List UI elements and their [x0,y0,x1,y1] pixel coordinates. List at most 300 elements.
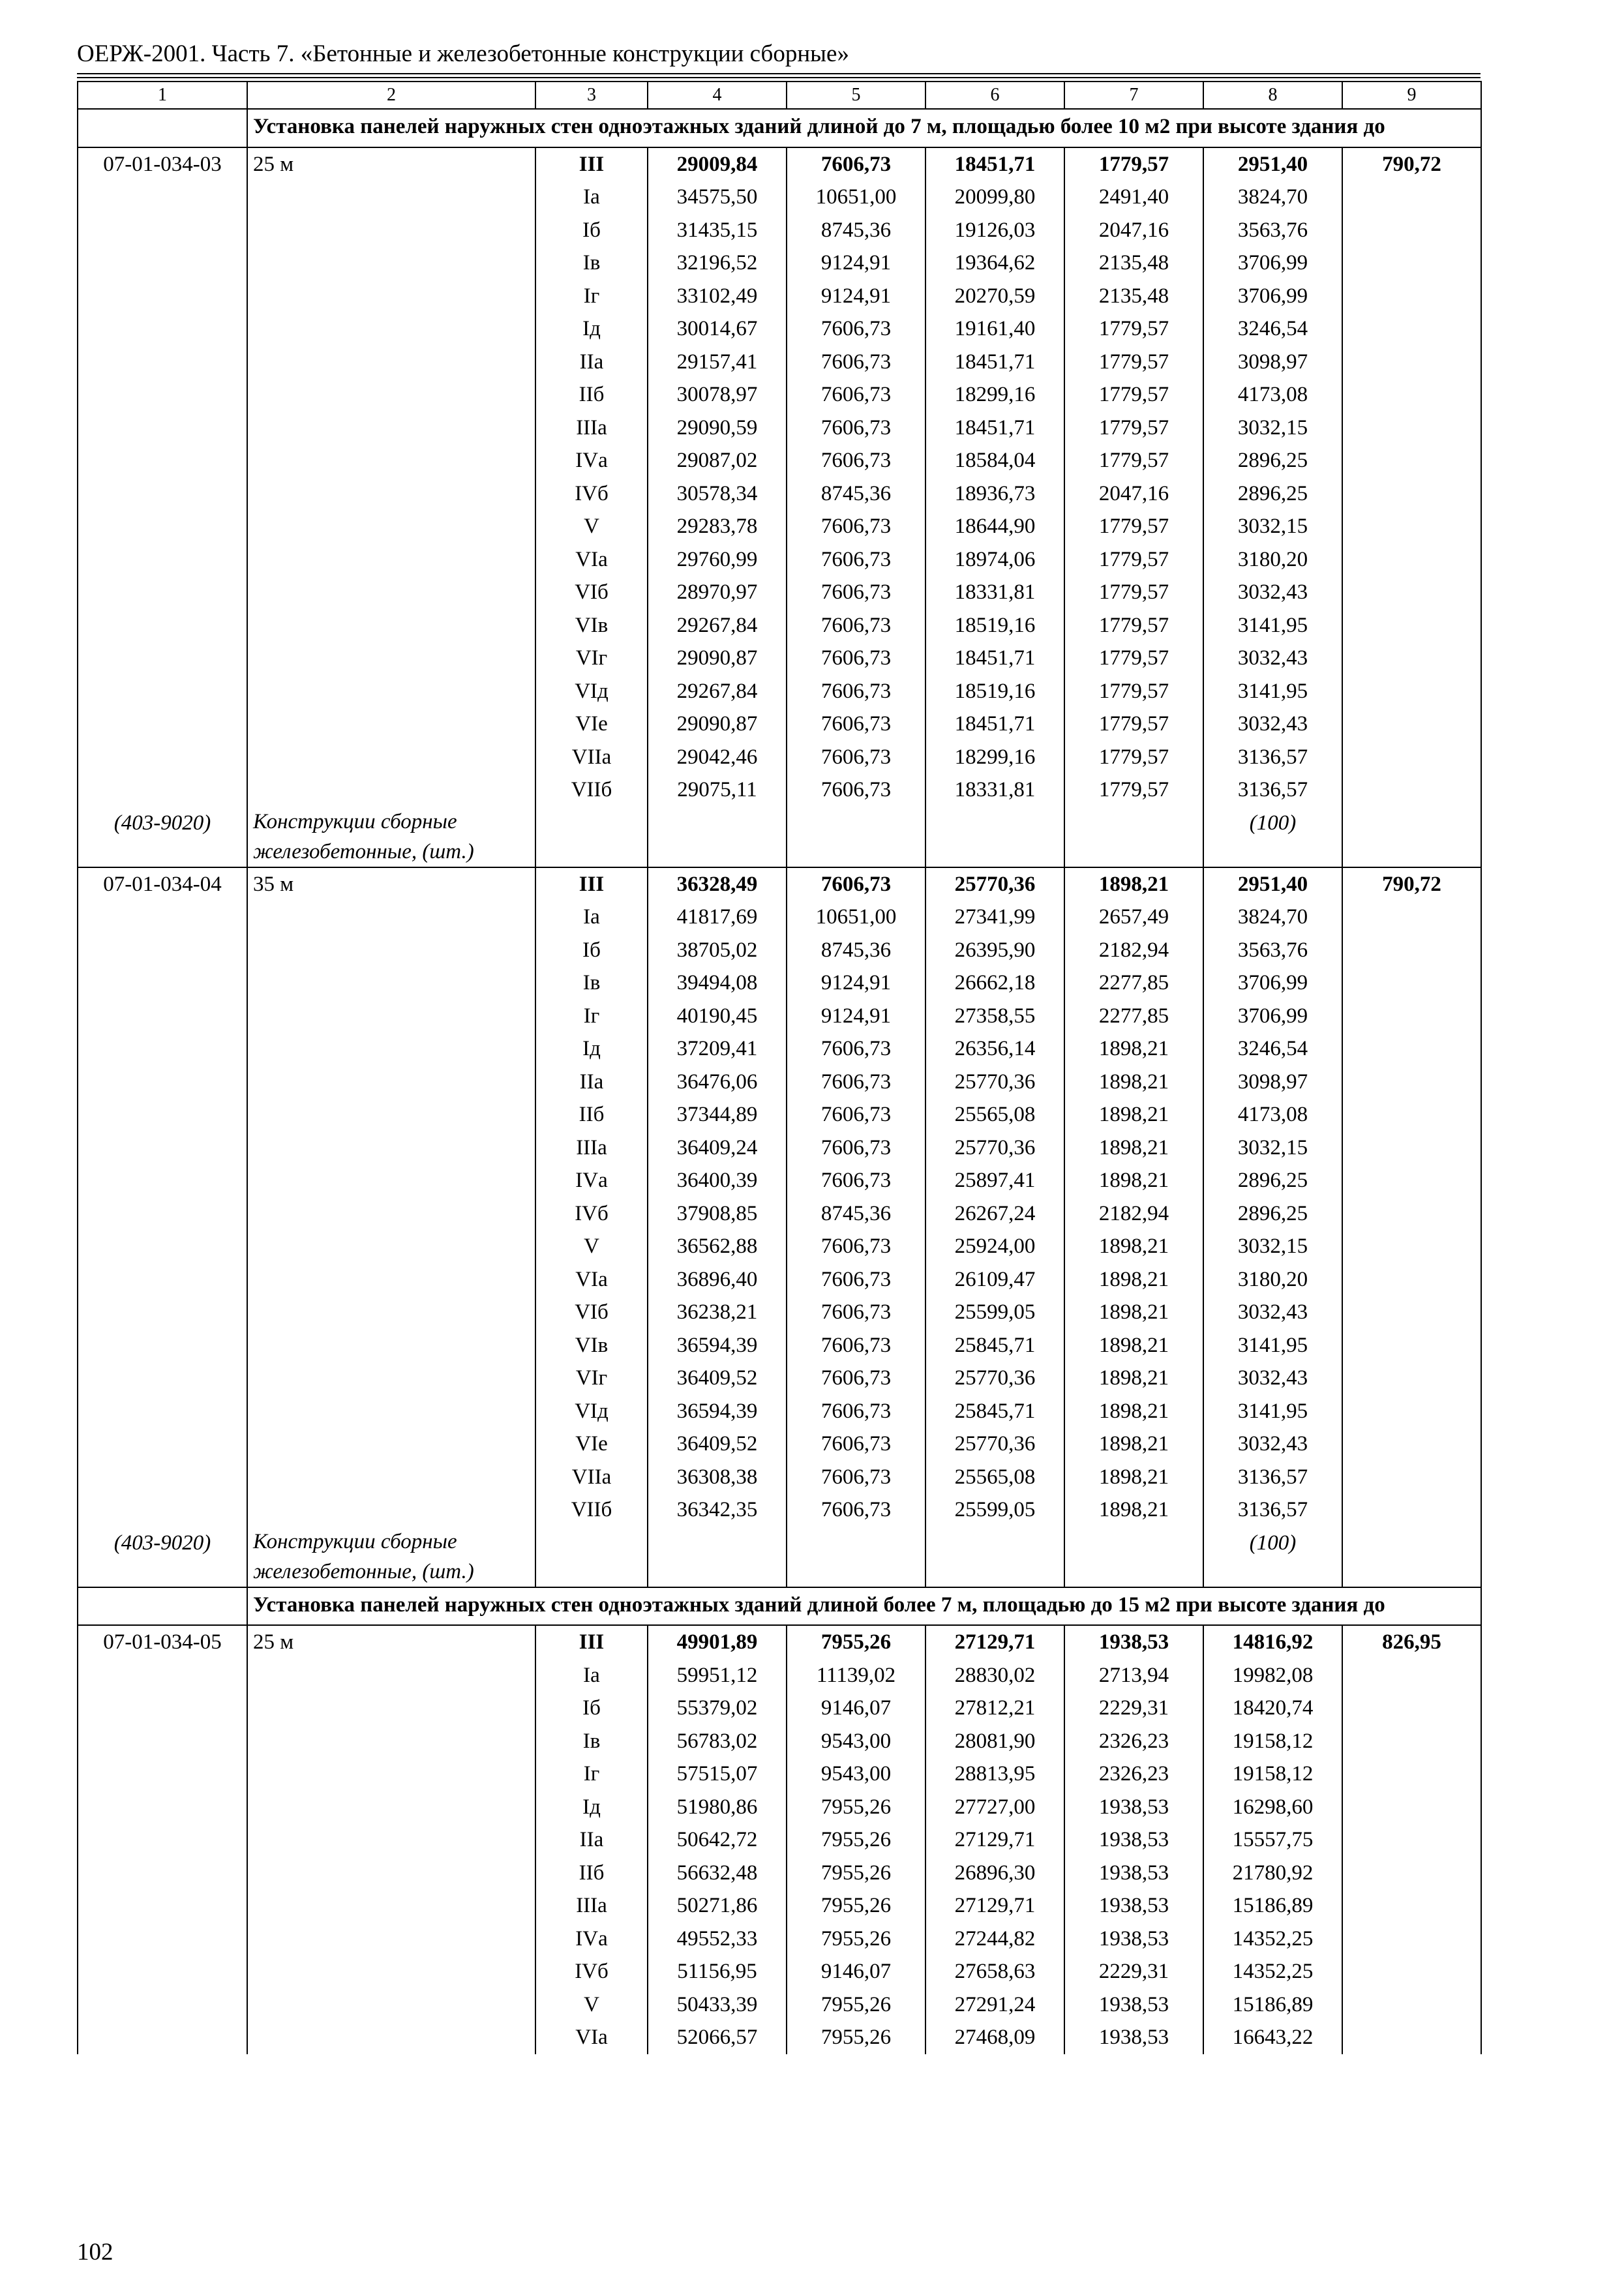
material-code: (403-9020) [78,807,247,867]
material-quantity: (100) [1203,807,1342,867]
material-cost-cell: 3706,99 [1203,966,1342,1000]
table-row [78,477,1481,511]
labor-hours-cell [1342,741,1481,774]
material-cost-cell: 16298,60 [1203,1791,1342,1824]
rate-name-cell [247,1230,535,1263]
rate-name-cell [247,773,535,807]
labor-cost-cell: 9124,91 [787,966,925,1000]
rate-code-cell [78,411,247,445]
material-cost-cell: 4173,08 [1203,378,1342,411]
labor-cost-cell: 9543,00 [787,1725,925,1758]
total-cost-cell: 56783,02 [648,1725,787,1758]
rate-name-cell [247,1955,535,1988]
rate-name-cell [247,1098,535,1131]
total-cost-cell: 50433,39 [648,1988,787,2022]
rate-code-cell [78,312,247,346]
rate-code-cell [78,1066,247,1099]
total-cost-cell: 36238,21 [648,1296,787,1329]
labor-hours-cell [1342,2021,1481,2054]
total-cost-cell: 28970,97 [648,576,787,609]
table-row [78,675,1481,708]
empty-cell [1064,1527,1203,1587]
material-name: Конструкции сборные железобетонные, (шт.) [247,807,535,867]
operator-wage-cell: 2713,94 [1064,1659,1203,1692]
labor-hours-cell [1342,1889,1481,1922]
rate-code-cell [78,934,247,967]
table-row [78,1329,1481,1362]
machine-cost-cell: 18974,06 [925,543,1064,576]
labor-hours-cell [1342,1296,1481,1329]
table-row [78,1131,1481,1165]
machine-cost-cell: 27358,55 [925,1000,1064,1033]
operator-wage-cell: 1898,21 [1064,1098,1203,1131]
zone-cell: VIб [535,576,648,609]
rate-name-cell [247,1758,535,1791]
table-row [78,1362,1481,1395]
zone-cell: VIг [535,642,648,675]
zone-cell: V [535,1988,648,2022]
material-cost-cell: 3141,95 [1203,609,1342,642]
zone-cell: VIе [535,708,648,741]
material-cost-cell: 3032,43 [1203,708,1342,741]
labor-hours-cell [1342,543,1481,576]
machine-cost-cell: 18451,71 [925,147,1064,181]
machine-cost-cell: 19364,62 [925,247,1064,280]
table-row [78,1032,1481,1066]
labor-hours-cell [1342,1659,1481,1692]
rate-name-cell [247,1263,535,1296]
operator-wage-cell: 2229,31 [1064,1692,1203,1725]
operator-wage-cell: 2657,49 [1064,901,1203,934]
rate-name-cell: 25 м [247,1625,535,1659]
operator-wage-cell: 1898,21 [1064,1066,1203,1099]
material-cost-cell: 3706,99 [1203,247,1342,280]
rate-code-cell [78,1889,247,1922]
operator-wage-cell: 1779,57 [1064,609,1203,642]
column-number: 8 [1203,82,1342,109]
labor-hours-cell [1342,642,1481,675]
table-row [78,214,1481,247]
rate-code-cell [78,280,247,313]
operator-wage-cell: 1779,57 [1064,773,1203,807]
material-cost-cell: 2896,25 [1203,444,1342,477]
labor-hours-cell [1342,444,1481,477]
total-cost-cell: 32196,52 [648,247,787,280]
column-number: 4 [648,82,787,109]
labor-hours-cell [1342,1758,1481,1791]
rate-code-cell [78,378,247,411]
machine-cost-cell: 25599,05 [925,1296,1064,1329]
table-row [78,1725,1481,1758]
rate-code-cell [78,1922,247,1956]
material-cost-cell: 3032,43 [1203,1428,1342,1461]
zone-cell: V [535,1230,648,1263]
table-row [78,966,1481,1000]
labor-hours-cell [1342,1922,1481,1956]
material-cost-cell: 14816,92 [1203,1625,1342,1659]
rate-name-cell [247,1362,535,1395]
material-cost-cell: 3032,43 [1203,642,1342,675]
rate-name-cell [247,966,535,1000]
material-cost-cell: 15186,89 [1203,1988,1342,2022]
table-row [78,181,1481,214]
machine-cost-cell: 26395,90 [925,934,1064,967]
rate-code-cell [78,214,247,247]
material-cost-cell: 2951,40 [1203,147,1342,181]
total-cost-cell: 29090,87 [648,708,787,741]
table-row [78,867,1481,901]
rate-name-cell [247,708,535,741]
operator-wage-cell: 1779,57 [1064,312,1203,346]
operator-wage-cell: 1779,57 [1064,147,1203,181]
section-blank-cell [78,109,247,147]
labor-cost-cell: 7606,73 [787,675,925,708]
total-cost-cell: 36308,38 [648,1461,787,1494]
machine-cost-cell: 27468,09 [925,2021,1064,2054]
material-cost-cell: 15186,89 [1203,1889,1342,1922]
material-cost-cell: 3098,97 [1203,1066,1342,1099]
machine-cost-cell: 18936,73 [925,477,1064,511]
machine-cost-cell: 26356,14 [925,1032,1064,1066]
table-row [78,1395,1481,1428]
zone-cell: VIв [535,609,648,642]
table-row [78,2021,1481,2054]
labor-hours-cell [1342,510,1481,543]
machine-cost-cell: 18299,16 [925,378,1064,411]
rate-code-cell [78,1296,247,1329]
material-cost-cell: 3032,43 [1203,1362,1342,1395]
empty-cell [535,807,648,867]
labor-hours-cell: 790,72 [1342,147,1481,181]
labor-cost-cell: 7606,73 [787,576,925,609]
page-header-title: ОЕРЖ-2001. Часть 7. «Бетонные и железобетонные конструкции сборные» [77,40,849,67]
machine-cost-cell: 25845,71 [925,1329,1064,1362]
operator-wage-cell: 2491,40 [1064,181,1203,214]
total-cost-cell: 39494,08 [648,966,787,1000]
material-code: (403-9020) [78,1527,247,1587]
material-cost-cell: 15557,75 [1203,1823,1342,1857]
rate-code-cell [78,1098,247,1131]
operator-wage-cell: 2047,16 [1064,214,1203,247]
labor-cost-cell: 7606,73 [787,1098,925,1131]
material-cost-cell: 3032,15 [1203,1230,1342,1263]
table-row [78,1263,1481,1296]
labor-cost-cell: 8745,36 [787,214,925,247]
labor-cost-cell: 7606,73 [787,312,925,346]
labor-hours-cell [1342,1493,1481,1527]
labor-hours-cell [1342,1329,1481,1362]
labor-hours-cell [1342,1395,1481,1428]
empty-cell [1342,807,1481,867]
labor-hours-cell [1342,1098,1481,1131]
zone-cell: IVб [535,477,648,511]
material-cost-cell: 3141,95 [1203,1329,1342,1362]
machine-cost-cell: 25770,36 [925,1066,1064,1099]
zone-cell: VIд [535,1395,648,1428]
labor-cost-cell: 7606,73 [787,378,925,411]
labor-hours-cell [1342,1362,1481,1395]
rate-code-cell [78,1164,247,1197]
rate-code-cell [78,609,247,642]
machine-cost-cell: 18644,90 [925,510,1064,543]
labor-cost-cell: 7955,26 [787,1988,925,2022]
empty-cell [648,1527,787,1587]
total-cost-cell: 55379,02 [648,1692,787,1725]
machine-cost-cell: 25770,36 [925,1362,1064,1395]
labor-cost-cell: 7606,73 [787,1461,925,1494]
total-cost-cell: 50642,72 [648,1823,787,1857]
labor-cost-cell: 8745,36 [787,1197,925,1231]
rate-name-cell [247,1889,535,1922]
section-title-row [78,1587,1481,1626]
table-row [78,543,1481,576]
machine-cost-cell: 25599,05 [925,1493,1064,1527]
zone-cell: IVб [535,1197,648,1231]
rate-name-cell [247,1461,535,1494]
zone-cell: VIIа [535,741,648,774]
table-row [78,741,1481,774]
labor-cost-cell: 7955,26 [787,1889,925,1922]
material-cost-cell: 21780,92 [1203,1857,1342,1890]
table-row [78,1692,1481,1725]
rate-code-cell [78,1197,247,1231]
rate-code-cell: 07-01-034-05 [78,1625,247,1659]
zone-cell: VIа [535,2021,648,2054]
material-cost-cell: 3824,70 [1203,181,1342,214]
column-number: 5 [787,82,925,109]
rate-name-cell [247,642,535,675]
machine-cost-cell: 28813,95 [925,1758,1064,1791]
machine-cost-cell: 27129,71 [925,1823,1064,1857]
rate-name-cell [247,1493,535,1527]
labor-hours-cell [1342,1263,1481,1296]
operator-wage-cell: 2135,48 [1064,247,1203,280]
operator-wage-cell: 1779,57 [1064,543,1203,576]
labor-hours-cell [1342,1131,1481,1165]
material-cost-cell: 2951,40 [1203,867,1342,901]
total-cost-cell: 30014,67 [648,312,787,346]
total-cost-cell: 50271,86 [648,1889,787,1922]
zone-cell: VIб [535,1296,648,1329]
machine-cost-cell: 25770,36 [925,867,1064,901]
table-row [78,708,1481,741]
labor-cost-cell: 9124,91 [787,280,925,313]
material-note-row [78,807,1481,867]
operator-wage-cell: 1898,21 [1064,1296,1203,1329]
labor-hours-cell [1342,1197,1481,1231]
operator-wage-cell: 1779,57 [1064,411,1203,445]
zone-cell: IIIа [535,1131,648,1165]
zone-cell: IIа [535,1066,648,1099]
operator-wage-cell: 1779,57 [1064,708,1203,741]
total-cost-cell: 49552,33 [648,1922,787,1956]
total-cost-cell: 38705,02 [648,934,787,967]
total-cost-cell: 36328,49 [648,867,787,901]
material-cost-cell: 14352,25 [1203,1922,1342,1956]
section-blank-cell [78,1587,247,1626]
machine-cost-cell: 26267,24 [925,1197,1064,1231]
labor-cost-cell: 7606,73 [787,1428,925,1461]
rate-name-cell [247,247,535,280]
operator-wage-cell: 1779,57 [1064,741,1203,774]
table-row [78,378,1481,411]
zone-cell: IVб [535,1955,648,1988]
empty-cell [925,807,1064,867]
labor-hours-cell [1342,378,1481,411]
rate-name-cell [247,280,535,313]
material-cost-cell: 3563,76 [1203,934,1342,967]
operator-wage-cell: 1898,21 [1064,1395,1203,1428]
rate-name-cell [247,1329,535,1362]
labor-hours-cell [1342,1857,1481,1890]
section-title: Установка панелей наружных стен одноэтажных зданий длиной до 7 м, площадью более 10 м2 при высоте здания до [247,109,1481,147]
empty-cell [787,807,925,867]
operator-wage-cell: 2047,16 [1064,477,1203,511]
rate-code-cell [78,642,247,675]
labor-cost-cell: 7606,73 [787,1296,925,1329]
total-cost-cell: 36594,39 [648,1395,787,1428]
labor-cost-cell: 7606,73 [787,444,925,477]
operator-wage-cell: 1938,53 [1064,1857,1203,1890]
rate-code-cell [78,1955,247,1988]
machine-cost-cell: 27129,71 [925,1625,1064,1659]
material-cost-cell: 3563,76 [1203,214,1342,247]
rate-code-cell [78,1791,247,1824]
rate-name-cell [247,477,535,511]
operator-wage-cell: 1898,21 [1064,1164,1203,1197]
labor-cost-cell: 7606,73 [787,346,925,379]
machine-cost-cell: 27727,00 [925,1791,1064,1824]
labor-hours-cell [1342,966,1481,1000]
labor-cost-cell: 10651,00 [787,901,925,934]
material-cost-cell: 3180,20 [1203,1263,1342,1296]
rate-code-cell [78,1758,247,1791]
machine-cost-cell: 20270,59 [925,280,1064,313]
section-title: Установка панелей наружных стен одноэтажных зданий длиной более 7 м, площадью до 15 м2 при высоте здания до [247,1587,1481,1626]
operator-wage-cell: 1938,53 [1064,1988,1203,2022]
material-cost-cell: 3136,57 [1203,1493,1342,1527]
rate-code-cell [78,1032,247,1066]
rate-code-cell [78,708,247,741]
table-row [78,312,1481,346]
total-cost-cell: 37908,85 [648,1197,787,1231]
rate-code-cell [78,1329,247,1362]
material-cost-cell: 2896,25 [1203,1164,1342,1197]
labor-hours-cell: 790,72 [1342,867,1481,901]
table-row [78,411,1481,445]
rate-name-cell [247,1066,535,1099]
labor-cost-cell: 7955,26 [787,1791,925,1824]
machine-cost-cell: 18584,04 [925,444,1064,477]
table-row [78,1066,1481,1099]
rate-name-cell [247,1395,535,1428]
column-number: 1 [78,82,247,109]
zone-cell: VIв [535,1329,648,1362]
labor-hours-cell [1342,214,1481,247]
zone-cell: Iв [535,966,648,1000]
zone-cell: Iг [535,1758,648,1791]
zone-cell: III [535,147,648,181]
labor-hours-cell [1342,280,1481,313]
labor-hours-cell [1342,675,1481,708]
zone-cell: Iг [535,280,648,313]
zone-cell: IIIа [535,411,648,445]
labor-cost-cell: 7606,73 [787,1230,925,1263]
zone-cell: IIIа [535,1889,648,1922]
material-cost-cell: 3706,99 [1203,280,1342,313]
labor-cost-cell: 7606,73 [787,867,925,901]
machine-cost-cell: 28081,90 [925,1725,1064,1758]
total-cost-cell: 31435,15 [648,214,787,247]
total-cost-cell: 29090,87 [648,642,787,675]
labor-hours-cell [1342,609,1481,642]
labor-hours-cell [1342,477,1481,511]
table-row [78,773,1481,807]
labor-hours-cell [1342,1692,1481,1725]
rate-name-cell [247,1857,535,1890]
operator-wage-cell: 1938,53 [1064,1823,1203,1857]
machine-cost-cell: 20099,80 [925,181,1064,214]
operator-wage-cell: 2277,85 [1064,966,1203,1000]
table-row [78,576,1481,609]
labor-cost-cell: 7606,73 [787,708,925,741]
zone-cell: IIб [535,378,648,411]
total-cost-cell: 29075,11 [648,773,787,807]
material-cost-cell: 2896,25 [1203,1197,1342,1231]
labor-cost-cell: 9124,91 [787,1000,925,1033]
labor-cost-cell: 7606,73 [787,1263,925,1296]
material-cost-cell: 3824,70 [1203,901,1342,934]
total-cost-cell: 36896,40 [648,1263,787,1296]
zone-cell: III [535,1625,648,1659]
total-cost-cell: 52066,57 [648,2021,787,2054]
rate-name-cell [247,378,535,411]
rate-code-cell [78,1659,247,1692]
zone-cell: Iа [535,901,648,934]
table-row [78,901,1481,934]
operator-wage-cell: 1938,53 [1064,1625,1203,1659]
total-cost-cell: 40190,45 [648,1000,787,1033]
table-row [78,1164,1481,1197]
labor-hours-cell [1342,1988,1481,2022]
material-cost-cell: 14352,25 [1203,1955,1342,1988]
rate-code-cell [78,1428,247,1461]
labor-cost-cell: 7955,26 [787,1625,925,1659]
rate-code-cell [78,543,247,576]
table-row [78,1889,1481,1922]
labor-hours-cell [1342,1000,1481,1033]
rate-code-cell [78,1493,247,1527]
machine-cost-cell: 18519,16 [925,609,1064,642]
labor-hours-cell [1342,1032,1481,1066]
empty-cell [1342,1527,1481,1587]
labor-cost-cell: 9146,07 [787,1692,925,1725]
machine-cost-cell: 25845,71 [925,1395,1064,1428]
machine-cost-cell: 18451,71 [925,346,1064,379]
rate-name-cell [247,214,535,247]
zone-cell: VIа [535,1263,648,1296]
material-cost-cell: 3246,54 [1203,1032,1342,1066]
machine-cost-cell: 27658,63 [925,1955,1064,1988]
rate-code-cell [78,1230,247,1263]
table-row [78,510,1481,543]
labor-hours-cell [1342,708,1481,741]
table-row [78,1922,1481,1956]
machine-cost-cell: 19126,03 [925,214,1064,247]
labor-hours-cell [1342,1066,1481,1099]
table-row [78,1230,1481,1263]
rate-name-cell [247,1428,535,1461]
